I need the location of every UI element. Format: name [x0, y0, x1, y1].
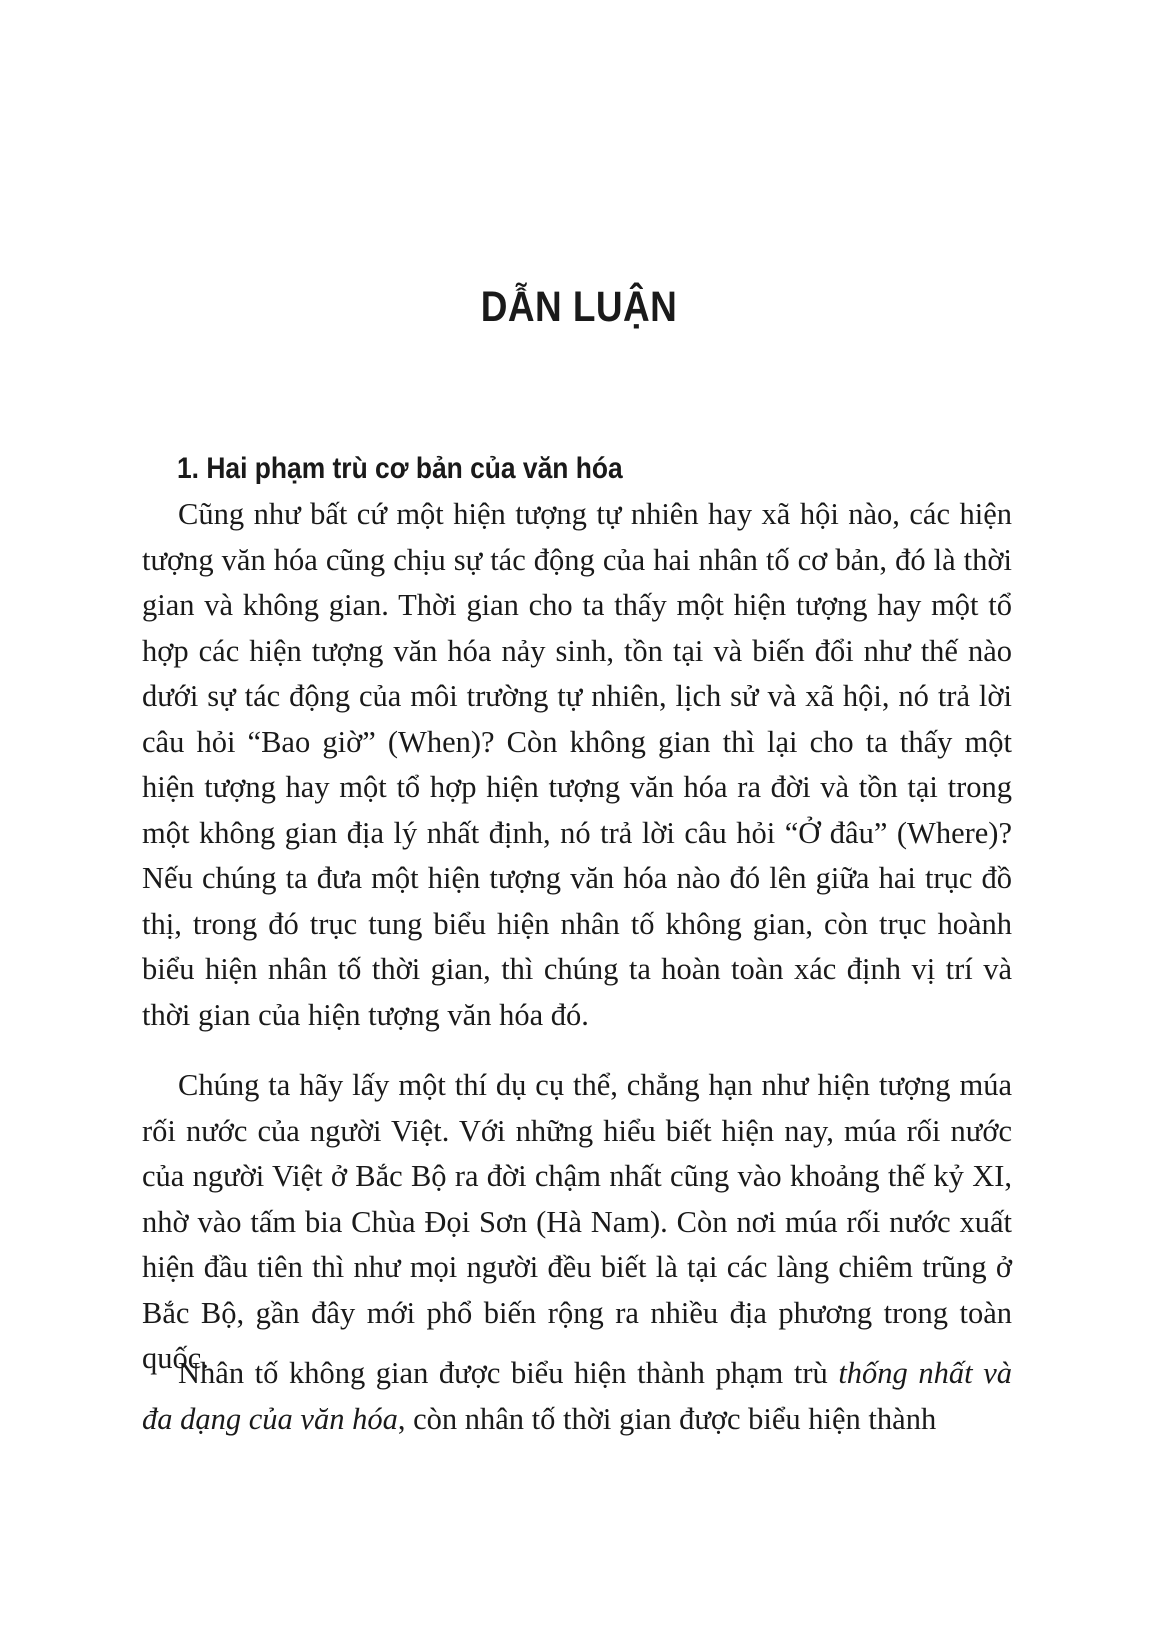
paragraph-1: Cũng như bất cứ một hiện tượng tự nhiên hay xã hội nào, các hiện tượng văn hóa cũng chịu sự tác động của hai nhân tố cơ bản, đó là thời gian và không gian. Thời gian cho ta thấy một hiện tượng hay một tổ hợp các hiện tượng văn hóa nảy sinh, tồn tại và biến đổi như thế nào dưới sự tác động của môi trường tự nhiên, lịch sử và xã hội, nó trả lời câu hỏi “Bao giờ” (When)? Còn không gian thì lại cho ta thấy một hiện tượng hay một tổ hợp hiện tượng văn hóa ra đời và tồn tại trong một không gian địa lý nhất định, nó trả lời câu hỏi “Ở đâu” (Where)? Nếu chúng ta đưa một hiện tượng văn hóa nào đó lên giữa hai trục đồ thị, trong đó trục tung biểu hiện nhân tố không gian, còn trục hoành biểu hiện nhân tố thời gian, thì chúng ta hoàn toàn xác định vị trí và thời gian của hiện tượng văn hóa đó.: [142, 497, 1012, 1032]
paragraph-3: [142, 1351, 1012, 1442]
paragraph-3-text-end: , còn nhân tố thời gian được biểu hiện thành: [397, 1401, 937, 1436]
paragraph-3-italic-phrase: thống nhất và đa dạng của văn hóa: [142, 1356, 1012, 1436]
paragraph-2: Chúng ta hãy lấy một thí dụ cụ thể, chẳng hạn như hiện tượng múa rối nước của người Việt. Với những hiểu biết hiện nay, múa rối nước của người Việt ở Bắc Bộ ra đời chậm nhất cũng vào khoảng thế kỷ XI, nhờ vào tấm bia Chùa Đọi Sơn (Hà Nam). Còn nơi múa rối nước xuất hiện đầu tiên thì như mọi người đều biết là tại các làng chiêm trũng ở Bắc Bộ, gần đây mới phổ biến rộng ra nhiều địa phương trong toàn quốc.: [142, 1068, 1012, 1375]
paragraph-3-text-start: Nhân tố không gian được biểu hiện thành phạm trù: [178, 1356, 839, 1390]
section-heading: 1. Hai phạm trù cơ bản của văn hóa: [177, 452, 623, 485]
chapter-title: DẪN LUẬN: [480, 283, 678, 331]
